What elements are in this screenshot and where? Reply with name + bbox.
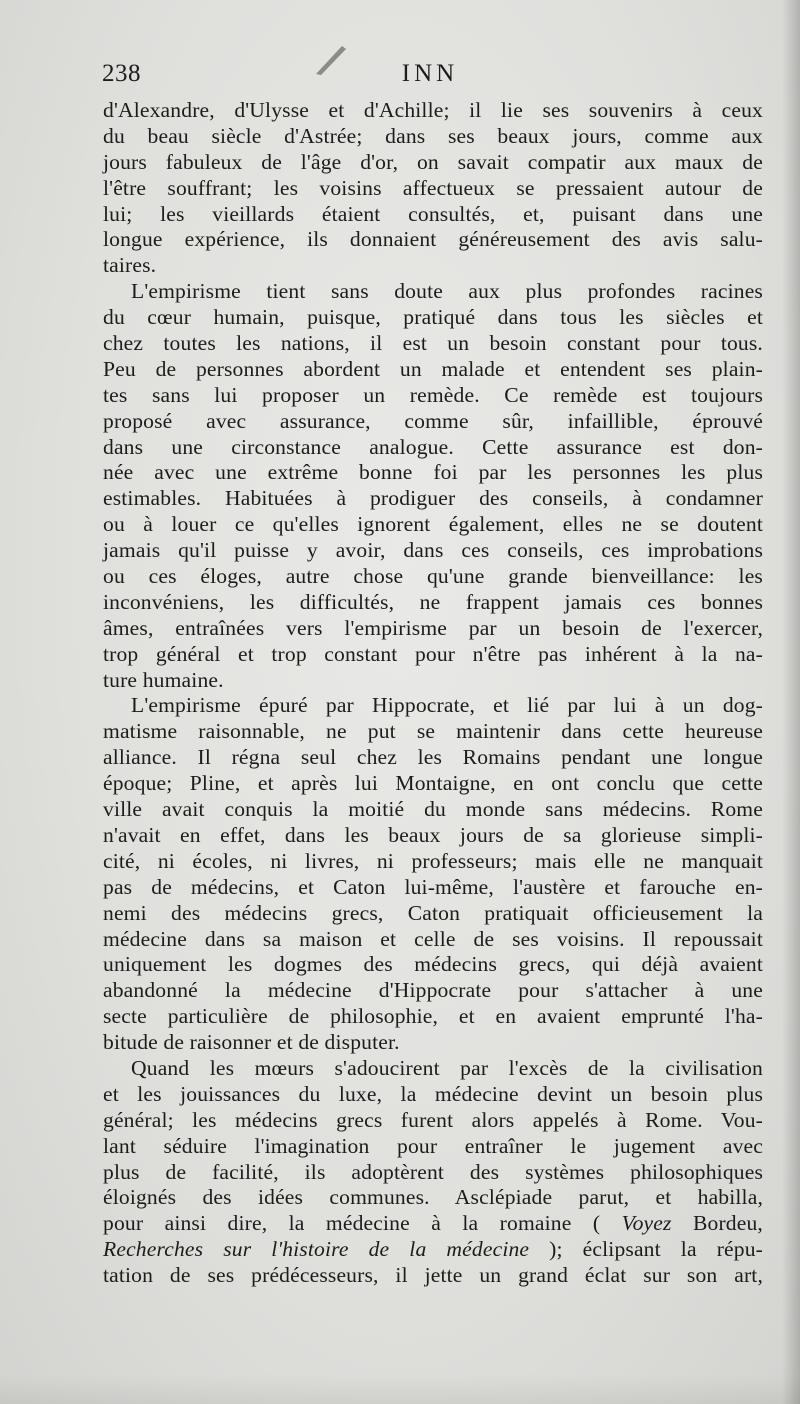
text-line: du cœur humain, puisque, pratiqué dans tous les siècles et [103,305,763,330]
paragraph-start-line: L'empirisme tient sans doute aux plus profondes racines [131,279,763,304]
text-line: plus de facilité, ils adoptèrent des systèmes philosophiques [103,1159,763,1184]
text-line: pas de médecins, et Caton lui-même, l'austère et farouche en- [103,874,763,899]
text-line: jours fabuleux de l'âge d'or, on savait compatir aux maux de [103,149,763,174]
text-line: proposé avec assurance, comme sûr, infaillible, éprouvé [103,408,763,433]
text-line: abandonné la médecine d'Hippocrate pour s'attacher à une [103,978,763,1003]
text-line: alliance. Il régna seul chez les Romains pendant une longue [103,745,763,770]
paragraph-start-line: L'empirisme épuré par Hippocrate, et lié par lui à un dog- [131,693,763,718]
text-line: ville avait conquis la moitié du monde sans médecins. Rome [103,797,763,822]
text-line: lant séduire l'imagination pour entraîner le jugement avec [103,1133,763,1158]
text-line: jamais qu'il puisse y avoir, dans ces conseils, ces improbations [103,538,763,563]
page-number: 238 [102,60,141,87]
text-line: dans une circonstance analogue. Cette assurance est don- [103,434,763,459]
running-head [100,60,760,94]
text-line: Recherches sur l'histoire de la médecine ); éclipsant la répu- [103,1237,764,1262]
text-line: du beau siècle d'Astrée; dans ses beaux jours, comme aux [103,123,763,148]
text-line: inconvéniens, les difficultés, ne frappent jamais ces bonnes [103,589,763,614]
text-line: d'Alexandre, d'Ulysse et d'Achille; il lie ses souvenirs à ceux [103,98,763,122]
text-line: éloignés des idées communes. Asclépiade parut, et habilla, [103,1185,763,1210]
text-line: lui; les vieillards étaient consultés, et, puisant dans une [103,201,763,226]
text-line: tes sans lui proposer un remède. Ce remède est toujours [103,382,763,407]
italic-text: Voyez [621,1211,672,1236]
text-line: tation de ses prédécesseurs, il jette un grand éclat sur son art, [103,1263,763,1288]
text-line: pour ainsi dire, la médecine à la romaine ( Voyez Bordeu, [103,1211,763,1236]
text-line: l'être souffrant; les voisins affectueux se pressaient autour de [103,175,763,200]
running-title: INN [401,60,459,87]
text-line: n'avait en effet, dans les beaux jours de sa glorieuse simpli- [103,822,763,847]
text-line: et les jouissances du luxe, la médecine devint un besoin plus [103,1081,763,1106]
text-line: chez toutes les nations, il est un besoin constant pour tous. [103,331,763,356]
paragraph-start-line: Quand les mœurs s'adoucirent par l'excès de la civilisation [131,1055,763,1080]
body-text [103,98,763,1289]
page-edge-shadow [782,0,800,1404]
text-line: général; les médecins grecs furent alors appelés à Rome. Vou- [103,1107,763,1132]
text-line: née avec une extrême bonne foi par les personnes les plus [103,460,763,485]
text-line: ou à louer ce qu'elles ignorent également, elles ne se doutent [103,512,763,537]
text-line: bitude de raisonner et de disputer. [103,1030,400,1055]
text-line: matisme raisonnable, ne put se maintenir dans cette heureuse [103,719,763,744]
text-line: longue expérience, ils donnaient généreusement des avis salu- [103,227,763,252]
text-line: époque; Pline, et après lui Montaigne, en ont conclu que cette [103,771,763,796]
text-line: âmes, entraînées vers l'empirisme par un besoin de l'exercer, [103,615,763,640]
text-line: ou ces éloges, autre chose qu'une grande bienveillance: les [103,564,763,589]
ink-smudge-mark [312,42,348,76]
text-line: trop général et trop constant pour n'être pas inhérent à la na- [103,641,763,666]
page-bottom-edge [0,1374,800,1404]
text-line: uniquement les dogmes des médecins grecs, qui déjà avaient [103,952,763,977]
italic-text: Recherches sur l'histoire de la médecine [103,1237,530,1262]
text-line: secte particulière de philosophie, et en avaient emprunté l'ha- [103,1004,763,1029]
text-line: estimables. Habituées à prodiguer des conseils, à condamner [103,486,763,511]
text-line: Peu de personnes abordent un malade et entendent ses plain- [103,356,763,381]
text-line: cité, ni écoles, ni livres, ni professeurs; mais elle ne manquait [103,848,763,873]
text-line: ture humaine. [103,667,224,692]
text-line: taires. [103,253,157,278]
text-line: nemi des médecins grecs, Caton pratiquait officieusement la [103,900,763,925]
text-line: médecine dans sa maison et celle de ses voisins. Il repoussait [103,926,763,951]
